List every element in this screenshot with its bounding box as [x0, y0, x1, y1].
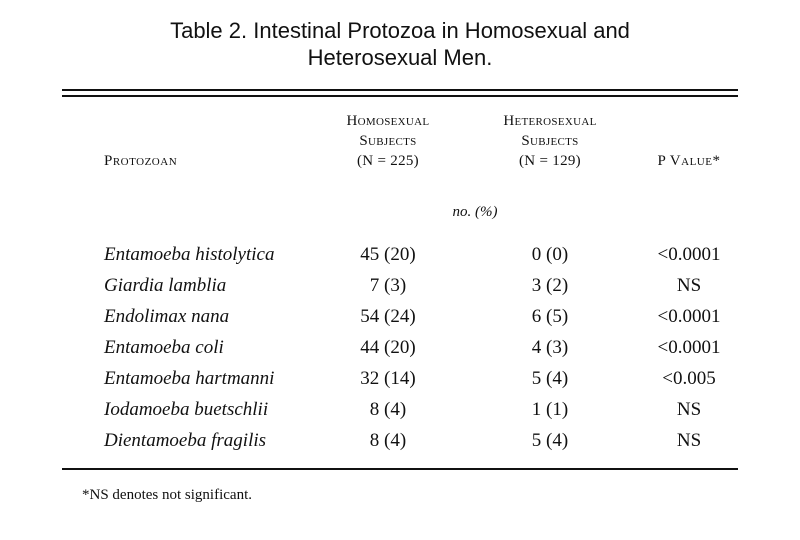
column-header-homosexual-line-2: Subjects [359, 133, 417, 149]
cell-homosexual: 44 (20) [360, 337, 416, 358]
table-row [0, 336, 800, 366]
cell-protozoan: Entamoeba histolytica [104, 244, 275, 265]
top-double-rule-upper [62, 89, 738, 91]
cell-heterosexual: 3 (2) [531, 275, 569, 296]
cell-p-value: <0.0001 [657, 337, 721, 358]
cell-heterosexual: 6 (5) [531, 306, 569, 327]
table-row [0, 274, 800, 304]
cell-homosexual: 7 (3) [369, 275, 407, 296]
cell-homosexual: 54 (24) [360, 306, 416, 327]
table-title-line-1: Table 2. Intestinal Protozoa in Homosexual and [170, 18, 630, 43]
column-header-heterosexual-line-1: Heterosexual [503, 113, 597, 129]
cell-homosexual: 32 (14) [360, 368, 416, 389]
cell-protozoan: Dientamoeba fragilis [104, 430, 267, 451]
cell-protozoan: Entamoeba coli [104, 337, 224, 358]
cell-homosexual: 8 (4) [369, 399, 407, 420]
cell-protozoan: Entamoeba hartmanni [104, 368, 275, 389]
table-row [0, 398, 800, 428]
footnote: *NS denotes not significant. [82, 487, 252, 503]
column-header-heterosexual-line-3: (N = 129) [519, 153, 581, 169]
cell-protozoan: Endolimax nana [104, 306, 230, 327]
cell-protozoan: Giardia lamblia [104, 275, 227, 296]
cell-homosexual: 8 (4) [369, 430, 407, 451]
cell-heterosexual: 0 (0) [531, 244, 569, 265]
cell-p-value: NS [676, 430, 702, 451]
cell-heterosexual: 4 (3) [531, 337, 569, 358]
top-double-rule-lower [62, 95, 738, 97]
cell-p-value: NS [676, 275, 702, 296]
cell-homosexual: 45 (20) [360, 244, 416, 265]
table-row [0, 429, 800, 459]
cell-heterosexual: 1 (1) [531, 399, 569, 420]
cell-p-value: <0.0001 [657, 306, 721, 327]
table-row [0, 305, 800, 335]
column-header-homosexual-line-3: (N = 225) [357, 153, 419, 169]
bottom-rule [62, 468, 738, 470]
cell-p-value: <0.005 [662, 368, 716, 389]
cell-p-value: <0.0001 [657, 244, 721, 265]
table-row [0, 243, 800, 273]
column-header-protozoan: Protozoan [104, 153, 178, 169]
column-header-heterosexual-line-2: Subjects [521, 133, 579, 149]
cell-heterosexual: 5 (4) [531, 430, 569, 451]
table-title-line-2: Heterosexual Men. [307, 45, 493, 70]
column-header-homosexual-line-1: Homosexual [346, 113, 430, 129]
column-header-p-value: P Value* [657, 153, 721, 169]
cell-protozoan: Iodamoeba buetschlii [104, 399, 269, 420]
units-label: no. (%) [452, 204, 498, 220]
table-row [0, 367, 800, 397]
cell-heterosexual: 5 (4) [531, 368, 569, 389]
cell-p-value: NS [676, 399, 702, 420]
